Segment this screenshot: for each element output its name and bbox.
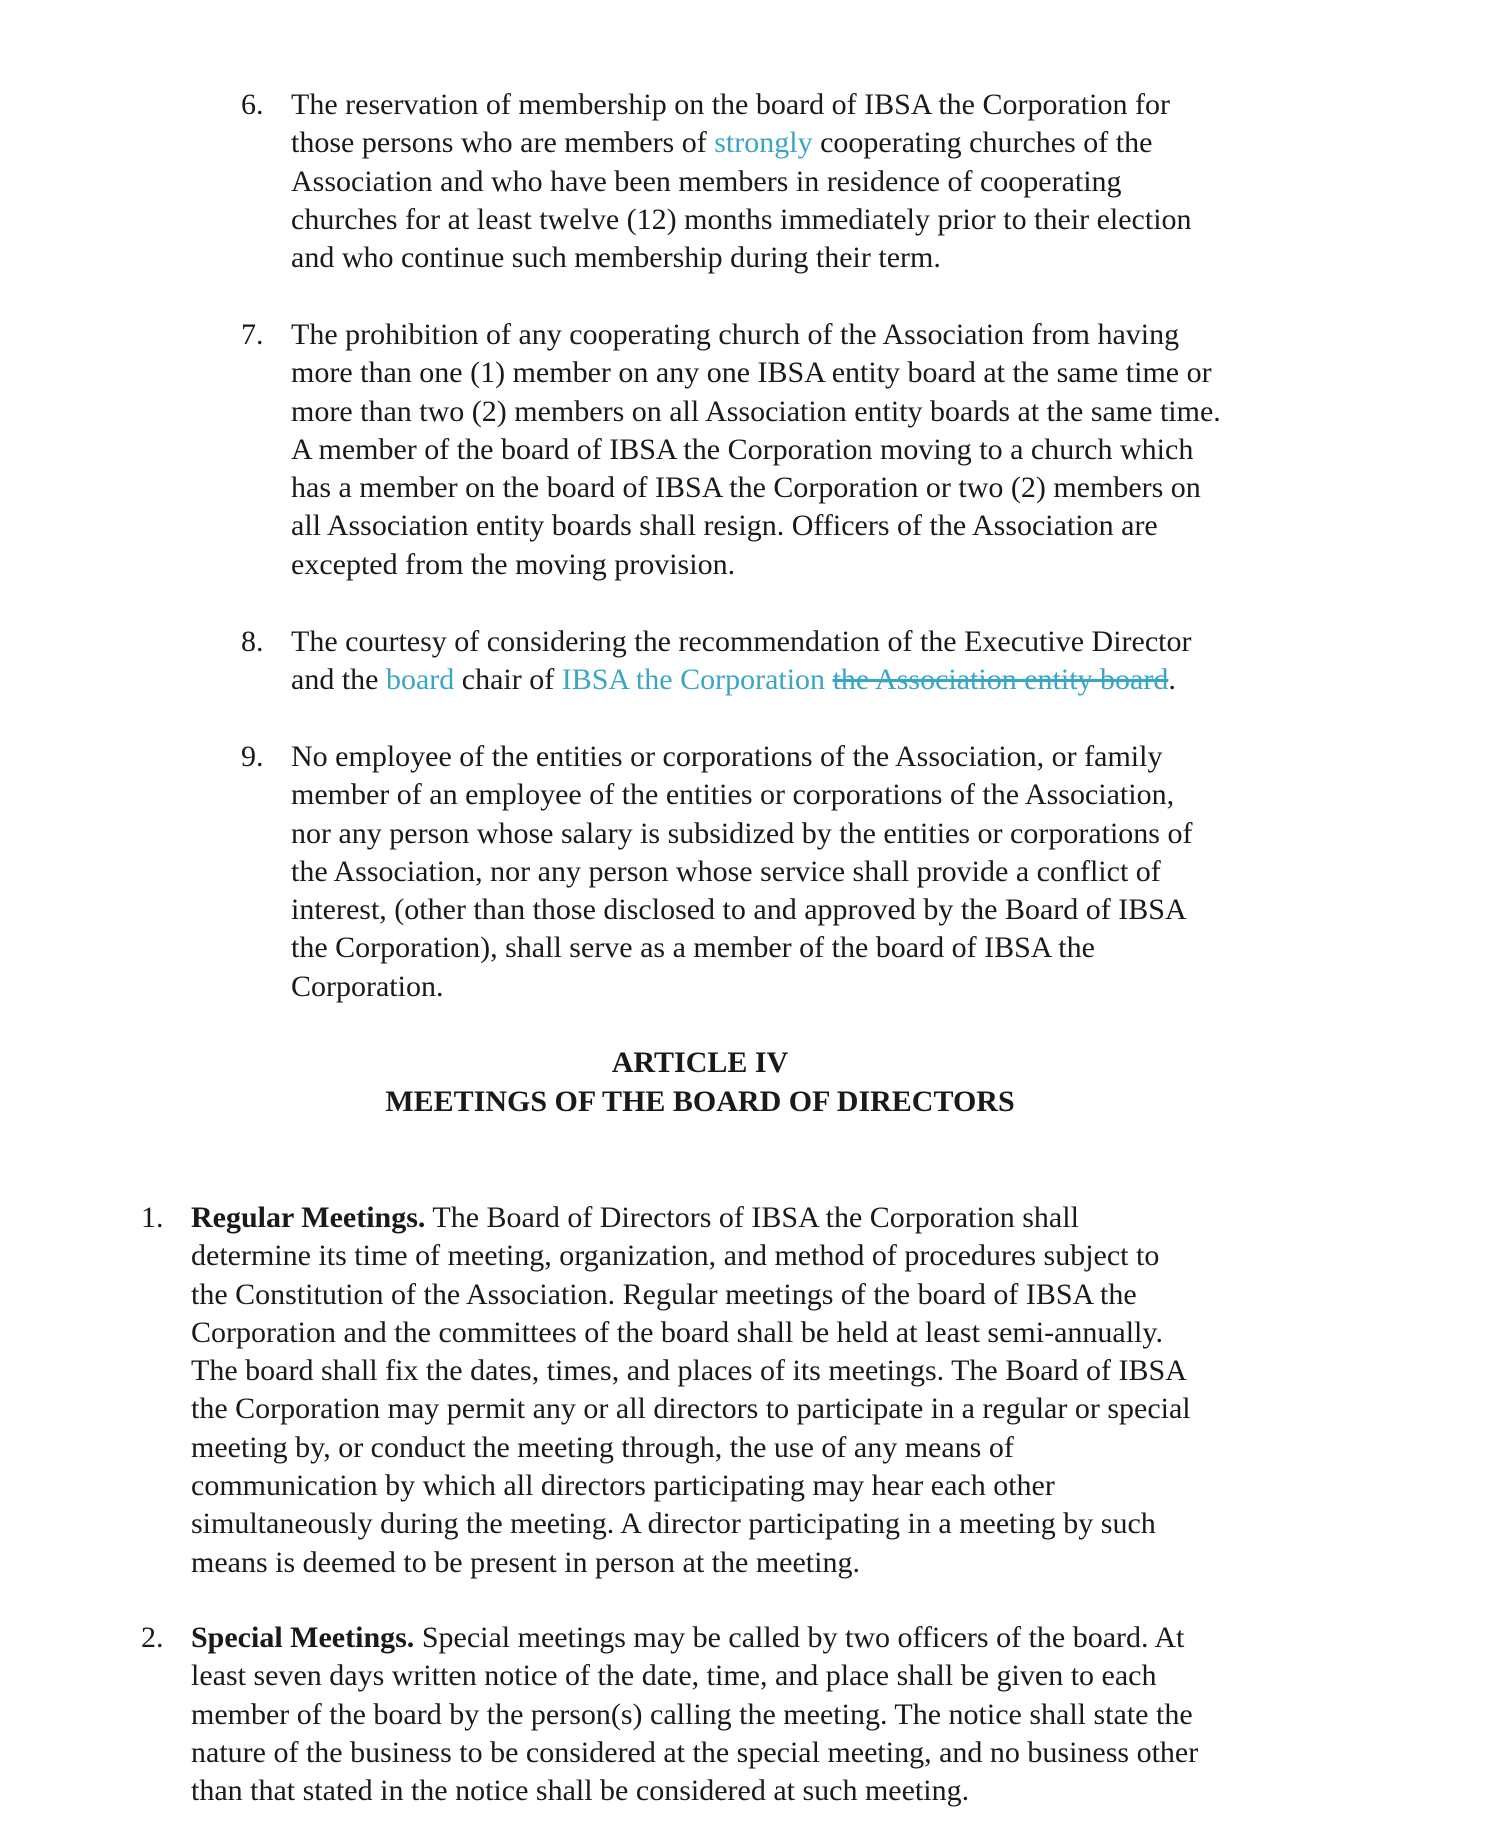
item-number: 6.: [241, 88, 264, 121]
list-item-special-meetings: [141, 1619, 1341, 1810]
text-segment: communication by which all directors participating may hear each other: [191, 1469, 1055, 1503]
text-line: [191, 1772, 1341, 1810]
list-item-7: [241, 316, 1411, 584]
text-segment: has a member on the board of IBSA the Corporation or two (2) members on: [291, 471, 1201, 505]
text-line: [191, 1619, 1341, 1657]
text-segment: means is deemed to be present in person at the meeting.: [191, 1545, 860, 1579]
text-line: [291, 316, 1411, 354]
text-segment: all Association entity boards shall resign. Officers of the Association are: [291, 509, 1158, 543]
text-segment: the Constitution of the Association. Regular meetings of the board of IBSA the: [191, 1277, 1137, 1311]
text-line: [291, 86, 1411, 124]
text-segment: member of an employee of the entities or corporations of the Association,: [291, 778, 1175, 812]
text-line: [191, 1734, 1341, 1772]
item-heading: Special Meetings.: [191, 1621, 415, 1654]
text-segment: The board shall fix the dates, times, and places of its meetings. The Board of IBSA: [191, 1354, 1187, 1388]
text-line: [191, 1199, 1341, 1237]
text-line: [291, 239, 1411, 277]
list-item-6: [241, 86, 1411, 277]
text-line: [291, 163, 1411, 201]
text-line: [191, 1390, 1341, 1428]
text-line: [291, 393, 1411, 431]
text-line: [191, 1352, 1341, 1390]
text-segment: member of the board by the person(s) calling the meeting. The notice shall state the: [191, 1697, 1193, 1731]
article-title: ARTICLE IV: [611, 1046, 789, 1079]
text-segment: interest, (other than those disclosed to and approved by the Board of IBSA: [291, 893, 1187, 927]
text-segment: chair of: [454, 663, 562, 697]
inserted-text: board: [385, 663, 455, 697]
text-segment: cooperating churches of the: [812, 126, 1153, 160]
text-segment: and who continue such membership during their term.: [291, 241, 941, 275]
item-number: 1.: [141, 1201, 164, 1234]
text-segment: churches for at least twelve (12) months immediately prior to their election: [291, 202, 1192, 236]
text-segment: [825, 663, 833, 696]
text-line: [291, 546, 1411, 584]
text-segment: The courtesy of considering the recommendation of the Executive Director: [291, 625, 1192, 658]
text-segment: No employee of the entities or corporations of the Association, or family: [291, 740, 1163, 773]
text-segment: excepted from the moving provision.: [291, 547, 736, 581]
text-segment: simultaneously during the meeting. A director participating in a meeting by such: [191, 1507, 1156, 1541]
text-segment: nor any person whose salary is subsidized by the entities or corporations of: [291, 816, 1193, 850]
text-segment: nature of the business to be considered at the special meeting, and no business other: [191, 1735, 1199, 1769]
deleted-text: the Association entity board: [832, 663, 1169, 697]
text-segment: the Corporation may permit any or all directors to participate in a regular or special: [191, 1392, 1191, 1426]
item-number: 2.: [141, 1621, 164, 1654]
text-line: [291, 929, 1411, 967]
text-line: [291, 815, 1411, 853]
text-line: [291, 431, 1411, 469]
text-line: [191, 1505, 1341, 1543]
article-subtitle: MEETINGS OF THE BOARD OF DIRECTORS: [385, 1085, 1015, 1118]
text-segment: those persons who are members of: [291, 126, 715, 160]
text-segment: meeting by, or conduct the meeting through, the use of any means of: [191, 1430, 1014, 1464]
text-line: [291, 124, 1411, 162]
text-segment: Corporation.: [291, 969, 444, 1003]
text-line: [291, 469, 1411, 507]
list-item-8: [241, 623, 1411, 700]
item-number: 8.: [241, 625, 264, 658]
text-line: [291, 891, 1411, 929]
text-line: [291, 738, 1411, 776]
text-line: [191, 1237, 1341, 1275]
text-segment: Corporation and the committees of the board shall be held at least semi-annually.: [191, 1315, 1163, 1349]
text-line: [291, 201, 1411, 239]
text-segment: the Association, nor any person whose service shall provide a conflict of: [291, 854, 1161, 888]
text-segment: The reservation of membership on the board of IBSA the Corporation for: [291, 88, 1170, 121]
text-line: [191, 1276, 1341, 1314]
text-segment: the Corporation), shall serve as a member of the board of IBSA the: [291, 931, 1095, 965]
text-segment: .: [1168, 663, 1176, 697]
text-segment: more than one (1) member on any one IBSA entity board at the same time or: [291, 356, 1212, 390]
text-segment: The prohibition of any cooperating church of the Association from having: [291, 318, 1180, 351]
text-line: [291, 776, 1411, 814]
text-line: [191, 1467, 1341, 1505]
text-segment: The Board of Directors of IBSA the Corporation shall: [425, 1201, 1079, 1234]
text-segment: determine its time of meeting, organization, and method of procedures subject to: [191, 1239, 1160, 1273]
text-segment: Association and who have been members in residence of cooperating: [291, 164, 1122, 198]
text-line: [191, 1544, 1341, 1582]
item-number: 9.: [241, 740, 264, 773]
inserted-text: IBSA the Corporation: [561, 663, 826, 697]
text-line: [191, 1657, 1341, 1695]
text-line: [191, 1696, 1341, 1734]
text-line: [291, 661, 1411, 699]
text-line: [291, 853, 1411, 891]
text-line: [291, 354, 1411, 392]
text-segment: A member of the board of IBSA the Corporation moving to a church which: [291, 432, 1194, 466]
inserted-text: strongly: [714, 126, 813, 160]
list-item-regular-meetings: [141, 1199, 1341, 1582]
text-line: [291, 623, 1411, 661]
item-number: 7.: [241, 318, 264, 351]
text-line: [191, 1314, 1341, 1352]
list-item-9: [241, 738, 1411, 1006]
text-line: [191, 1429, 1341, 1467]
text-segment: least seven days written notice of the date, time, and place shall be given to each: [191, 1659, 1157, 1693]
text-line: [291, 968, 1411, 1006]
text-segment: more than two (2) members on all Association entity boards at the same time.: [291, 394, 1221, 428]
text-segment: and the: [291, 663, 386, 697]
item-heading: Regular Meetings.: [191, 1201, 426, 1234]
text-line: [291, 507, 1411, 545]
text-segment: than that stated in the notice shall be considered at such meeting.: [191, 1774, 970, 1808]
text-segment: Special meetings may be called by two officers of the board. At: [414, 1621, 1185, 1654]
